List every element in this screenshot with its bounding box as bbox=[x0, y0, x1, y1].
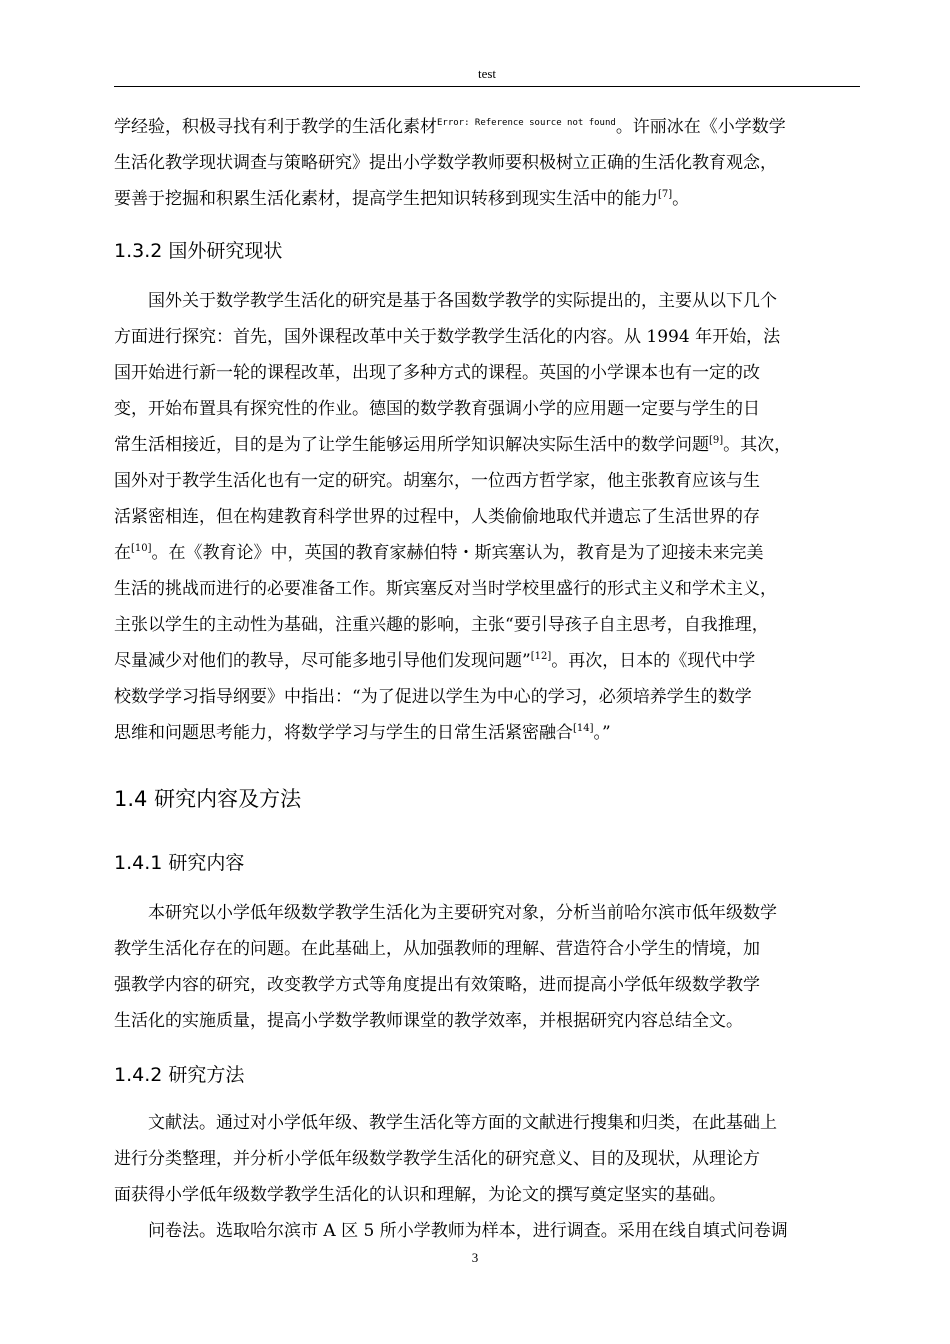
text-run: 思维和问题思考能力，将数学学习与学生的日常生活紧密融合 bbox=[114, 723, 573, 743]
text-line: 进行分类整理，并分析小学低年级数学教学生活化的研究意义、目的及现状，从理论方 bbox=[114, 1149, 760, 1169]
text-line bbox=[114, 110, 862, 144]
text-line: 国外对于教学生活化也有一定的研究。胡塞尔，一位西方哲学家，他主张教育应该与生 bbox=[114, 471, 760, 491]
text-line: 生活化教学现状调查与策略研究》提出小学数学教师要积极树立正确的生活化教育观念， bbox=[114, 153, 777, 173]
text-run: 。 bbox=[672, 189, 690, 209]
text-line: 生活化的实施质量，提高小学数学教师课堂的教学效率，并根据研究内容总结全文。 bbox=[114, 1011, 743, 1031]
citation: [7] bbox=[658, 189, 673, 200]
citation: [10] bbox=[131, 543, 152, 554]
citation: [14] bbox=[573, 723, 594, 734]
text-run: 。其次， bbox=[723, 435, 792, 455]
text-line bbox=[114, 716, 862, 750]
text-run: 。” bbox=[593, 723, 611, 743]
citation: [12] bbox=[530, 651, 552, 662]
text-run: 要善于挖掘和积累生活化素材，提高学生把知识转移到现实生活中的能力 bbox=[114, 189, 658, 209]
text-line: 方面进行探究：首先，国外课程改革中关于数学教学生活化的内容。从 1994 年开始，法 bbox=[114, 327, 781, 347]
text-run: 学经验，积极寻找有利于教学的生活化素材 bbox=[114, 117, 437, 137]
text-run: 常生活相接近，目的是为了让学生能够运用所学知识解决实际生活中的数学问题 bbox=[114, 435, 709, 455]
text-line: 活紧密相连，但在构建教育科学世界的过程中，人类偷偷地取代并遗忘了生活世界的存 bbox=[114, 507, 760, 527]
text-run: 。在《教育论》中，英国的教育家赫伯特・斯宾塞认为，教育是为了迎接未来完美 bbox=[151, 543, 764, 563]
section-heading: 1.4 研究内容及方法 bbox=[114, 787, 302, 811]
section-heading: 1.3.2 国外研究现状 bbox=[114, 240, 283, 262]
text-line bbox=[114, 182, 862, 216]
text-line: 变，开始布置具有探究性的作业。德国的数学教育强调小学的应用题一定要与学生的日 bbox=[114, 399, 760, 419]
text-line bbox=[114, 428, 862, 462]
text-line: 国外关于数学教学生活化的研究是基于各国数学教学的实际提出的，主要从以下几个 bbox=[148, 291, 777, 311]
text-line: 校数学学习指导纲要》中指出：“为了促进以学生为中心的学习，必须培养学生的数学 bbox=[114, 687, 752, 707]
page-number: 3 bbox=[471, 1250, 479, 1265]
text-line: 生活的挑战而进行的必要准备工作。斯宾塞反对当时学校里盛行的形式主义和学术主义， bbox=[114, 579, 777, 599]
text-line: 面获得小学低年级数学教学生活化的认识和理解，为论文的撰写奠定坚实的基础。 bbox=[114, 1185, 726, 1205]
reference-error: Error: Reference source not found bbox=[437, 118, 616, 128]
text-line: 本研究以小学低年级数学教学生活化为主要研究对象，分析当前哈尔滨市低年级数学 bbox=[148, 903, 777, 923]
text-line: 问卷法。选取哈尔滨市 A 区 5 所小学教师为样本，进行调查。采用在线自填式问卷调 bbox=[148, 1221, 788, 1241]
text-run: 。许丽冰在《小学数学 bbox=[615, 117, 786, 137]
subsection-heading: 1.4.1 研究内容 bbox=[114, 852, 245, 874]
text-line: 文献法。通过对小学低年级、教学生活化等方面的文献进行搜集和归类，在此基础上 bbox=[148, 1113, 777, 1133]
text-line: 强教学内容的研究，改变教学方式等角度提出有效策略，进而提高小学低年级数学教学 bbox=[114, 975, 760, 995]
page-header: test bbox=[477, 66, 497, 81]
subsection-heading: 1.4.2 研究方法 bbox=[114, 1064, 245, 1086]
text-line bbox=[114, 536, 862, 570]
text-run: 尽量减少对他们的教导，尽可能多地引导他们发现问题” bbox=[114, 651, 531, 671]
text-line: 国开始进行新一轮的课程改革，出现了多种方式的课程。英国的小学课本也有一定的改 bbox=[114, 363, 760, 383]
citation: [9] bbox=[709, 435, 724, 446]
text-run: 。再次，日本的《现代中学 bbox=[551, 651, 756, 671]
text-line bbox=[114, 644, 862, 678]
text-line: 教学生活化存在的问题。在此基础上，从加强教师的理解、营造符合小学生的情境，加 bbox=[114, 939, 760, 959]
header-rule bbox=[114, 86, 860, 87]
text-line: 主张以学生的主动性为基础，注重兴趣的影响，主张“要引导孩子自主思考，自我推理， bbox=[114, 615, 769, 635]
text-run: 在 bbox=[114, 543, 131, 563]
